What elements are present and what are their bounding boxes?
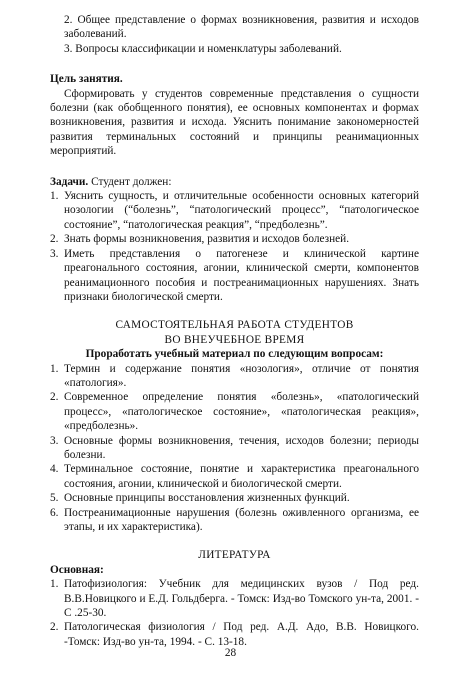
list-item-text: Термин и содержание понятия «нозология», отличие от понятия «патология». [64,362,419,389]
list-item-number: 3. [50,434,59,447]
intro-item: 2. Общее представление о формах возникновения, развития и исходов заболеваний. [64,14,419,41]
tasks-lead: Студент должен: [91,175,172,188]
list-item-text: Терминальное состояние, понятие и характеристика преагонального состояния, агонии, клинической и биологической смерти. [64,463,419,490]
list-item-number: 2. [50,391,59,404]
list-item-number: 6. [50,506,59,519]
list-item-text: Уяснить сущность, и отличительные особенности основных категорий нозологии (“болезнь”, “патологический процесс”, “патологическое состояние”, “патологическая реакция”, “предболезнь”. [64,190,419,231]
list-item-text: Иметь представления о патогенезе и клинической картине преагонального состояния, агонии, клинической смерти, компонентов реанимационного пособия и постреанимационных нарушениях. Знать признаки биологической смерти. [64,247,419,303]
page-number: 28 [224,647,237,659]
list-item [50,390,419,433]
list-item-text: Основные принципы восстановления жизненных функций. [64,492,350,505]
self-work-section [50,318,419,534]
list-item-text: Основные формы возникновения, течения, исходов болезни; периоды болезни. [64,434,419,461]
section-heading: САМОСТОЯТЕЛЬНАЯ РАБОТА СТУДЕНТОВ [115,319,354,332]
list-item-number: 5. [50,492,59,505]
literature-section [50,548,419,649]
section-heading: ЛИТЕРАТУРА [198,549,271,562]
literature-main-label: Основная: [50,563,104,576]
list-item [50,506,419,535]
list-item [50,189,419,232]
intro-item: 3. Вопросы классификации и номенклатуры заболеваний. [64,42,342,55]
list-item-text: Патофизиология: Учебник для медицинских вузов / Под ред. В.В.Новицкого и Е.Д. Гольдберга. - Томск: Изд-во Томского ун-та, 2001. - С .25-30. [64,578,419,620]
goal-text: Сформировать у студентов современные представления о сущности болезни (как обобщенного понятия), ее основных компонентах и формах возникновения, развития и исхода. Уяснить понимание закономерностей развития терминальных состояний и принципы реанимационных мероприятий. [50,87,419,158]
list-item-number: 3. [50,247,59,260]
list-item-text: Постреанимационные нарушения (болезнь оживленного организма, ее этапы, и их характеристика). [64,506,419,533]
goal-section [50,72,419,158]
list-item [50,491,419,505]
goal-label: Цель занятия. [50,73,123,86]
section-subheading: Проработать учебный материал по следующим вопросам: [85,348,384,361]
list-item-number: 1. [50,578,59,591]
intro-list [50,13,419,56]
questions-list [50,362,419,535]
list-item [50,232,419,246]
literature-list [50,577,419,649]
tasks-section [50,175,419,305]
list-item-text: Патологическая физиология / Под ред. А.Д. Адо, В.В. Новицкого. -Томск: Изд-во ун-та, 1994. - С. 13-18. [64,621,419,648]
list-item [50,434,419,463]
list-item-text: Знать формы возникновения, развития и исходов болезней. [64,233,350,246]
tasks-list [50,189,419,304]
page-content [50,13,419,649]
list-item [50,577,419,620]
list-item-number: 1. [50,362,59,375]
list-item [50,247,419,305]
list-item-number: 4. [50,463,59,476]
section-heading: ВО ВНЕУЧЕБНОЕ ВРЕМЯ [164,333,305,346]
list-item [50,462,419,491]
list-item-number: 1. [50,190,59,203]
list-item [50,620,419,649]
list-item-number: 2. [50,233,59,246]
tasks-label: Задачи. [50,175,89,188]
list-item-number: 2. [50,621,59,634]
list-item [50,362,419,391]
list-item-text: Современное определение понятия «болезнь», «патологический процесс», «патологическое состояние», «патологическая реакция», «предболезнь». [64,391,419,433]
tasks-header [50,175,419,189]
